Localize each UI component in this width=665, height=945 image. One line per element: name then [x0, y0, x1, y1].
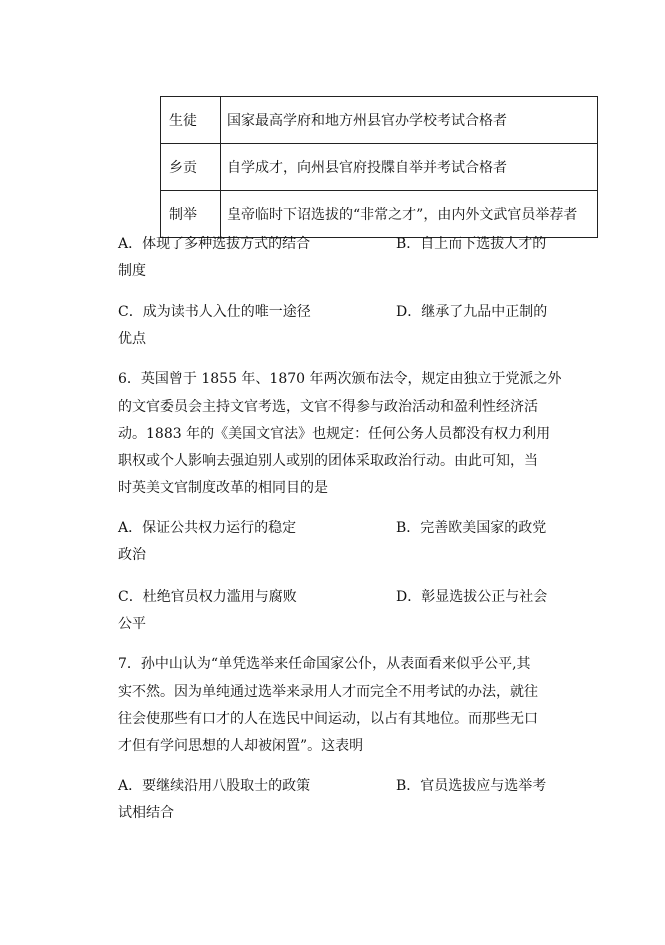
q5-option-b: B．自上而下选拔人才的	[396, 236, 547, 252]
exam-category-table	[160, 96, 598, 238]
table-row	[161, 97, 598, 144]
q7-option-b-cont: 试相结合	[118, 805, 174, 821]
q7-text-line: 往会使那些有口才的人在选民中间运动，以占有其地位。而那些无口	[118, 711, 538, 727]
q6-text-line: 的文官委员会主持文官考选，文官不得参与政治活动和盈利性经济活	[118, 399, 538, 415]
q6-option-d-cont: 公平	[118, 616, 146, 632]
table-desc: 皇帝临时下诏选拔的“非常之才”，由内外文武官员举荐者	[221, 191, 598, 238]
q6-option-a: A．保证公共权力运行的稳定	[118, 520, 297, 536]
table-term: 乡贡	[161, 144, 221, 191]
table-term: 生徒	[161, 97, 221, 144]
q7-text-line: 才但有学问思想的人却被闲置”。这表明	[118, 738, 364, 754]
q5-option-a: A．体现了多种选拔方式的结合	[118, 236, 311, 252]
table-row	[161, 191, 598, 238]
q6-text-line: 6．英国曾于 1855 年、1870 年两次颁布法令，规定由独立于党派之外	[118, 371, 562, 387]
q7-option-b: B．官员选拔应与选举考	[396, 778, 547, 794]
q6-option-c: C．杜绝官员权力滥用与腐败	[118, 589, 297, 605]
q5-option-b-cont: 制度	[118, 263, 146, 279]
q7-option-a: A．要继续沿用八股取士的政策	[118, 778, 311, 794]
q7-text-line: 实不然。因为单纯通过选举来录用人才而完全不用考试的办法，就往	[118, 684, 538, 700]
q5-option-c: C．成为读书人入仕的唯一途径	[118, 304, 311, 320]
q6-option-d: D．彰显选拔公正与社会	[396, 589, 548, 605]
q6-option-b: B．完善欧美国家的政党	[396, 520, 547, 536]
table-term: 制举	[161, 191, 221, 238]
q6-text-line: 职权或个人影响去强迫别人或别的团体采取政治行动。由此可知，当	[118, 453, 538, 469]
q5-option-d-cont: 优点	[118, 331, 146, 347]
q6-option-b-cont: 政治	[118, 547, 146, 563]
table-desc: 自学成才，向州县官府投牒自举并考试合格者	[221, 144, 598, 191]
table-desc: 国家最高学府和地方州县官办学校考试合格者	[221, 97, 598, 144]
table-row	[161, 144, 598, 191]
q6-text-line: 时英美文官制度改革的相同目的是	[118, 480, 328, 496]
q6-text-line: 动。1883 年的《美国文官法》也规定：任何公务人员都没有权力利用	[118, 426, 551, 442]
q5-option-d: D．继承了九品中正制的	[396, 304, 548, 320]
q7-text-line: 7．孙中山认为“单凭选举来任命国家公仆，从表面看来似乎公平,其	[118, 656, 531, 672]
